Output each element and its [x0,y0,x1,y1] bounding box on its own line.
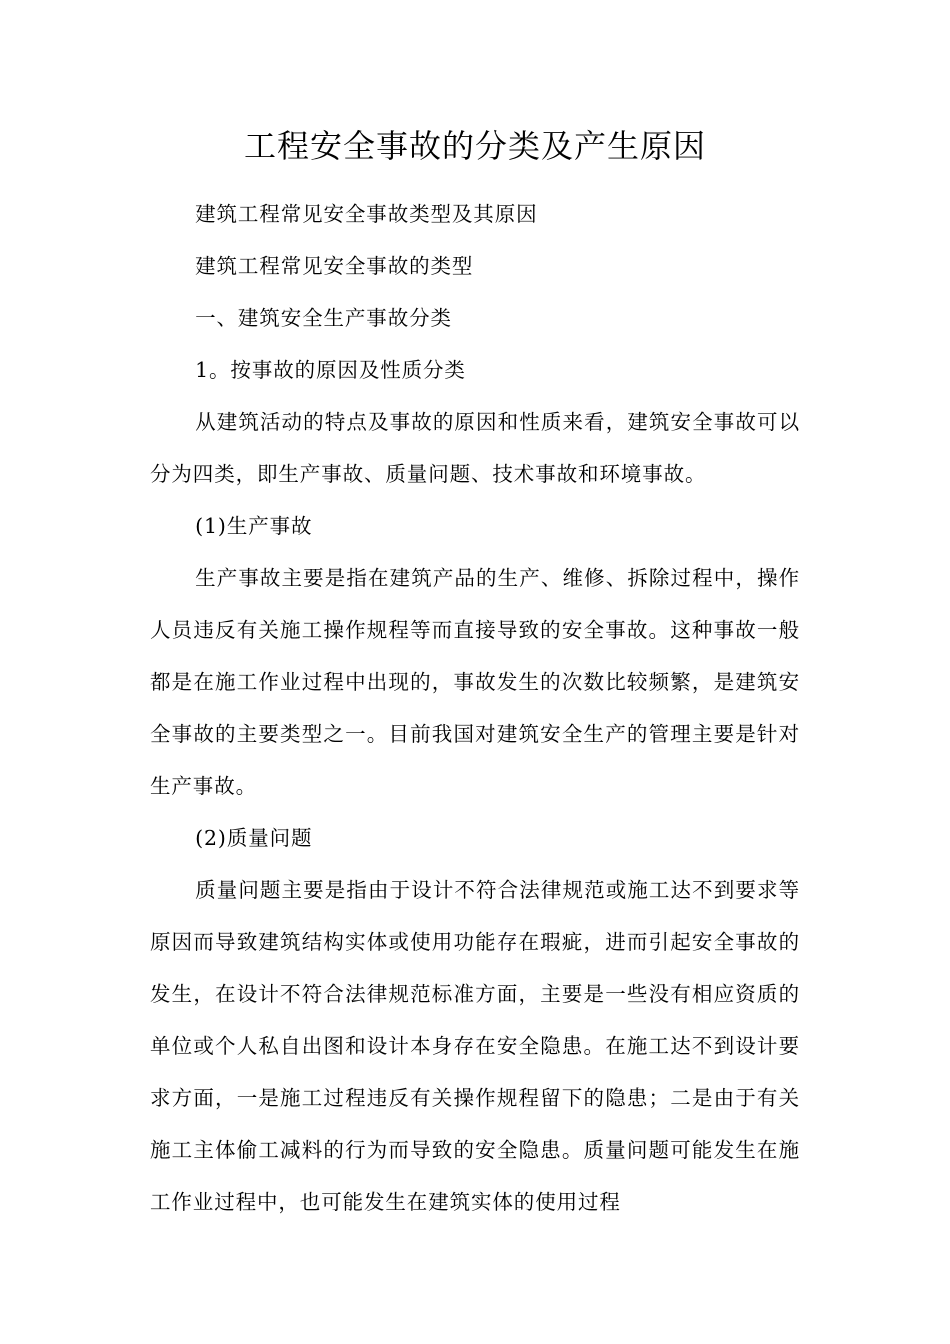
paragraph-overview: 从建筑活动的特点及事故的原因和性质来看，建筑安全事故可以分为四类，即生产事故、质量问题、技术事故和环境事故。 [150,410,800,486]
paragraph-quality: 质量问题主要是指由于设计不符合法律规范或施工达不到要求等原因而导致建筑结构实体或使用功能存在瑕疵，进而引起安全事故的发生，在设计不符合法律规范标准方面，主要是一些没有相应资质的单位或个人私自出图和设计本身存在安全隐患。在施工达不到设计要求方面，一是施工过程违反有关操作规程留下的隐患；二是由于有关施工主体偷工减料的行为而导致的安全隐患。质量问题可能发生在施工作业过程中，也可能发生在建筑实体的使用过程 [150,878,800,1214]
paragraph-heading-quality: (2)质量问题 [195,826,313,850]
paragraph-production: 生产事故主要是指在建筑产品的生产、维修、拆除过程中，操作人员违反有关施工操作规程等而直接导致的安全事故。这种事故一般都是在施工作业过程中出现的，事故发生的次数比较频繁，是建筑安全事故的主要类型之一。目前我国对建筑安全生产的管理主要是针对生产事故。 [150,566,800,798]
paragraph-subtitle: 建筑工程常见安全事故类型及其原因 [195,202,538,226]
paragraph-heading-1-1: 1。按事故的原因及性质分类 [195,358,466,382]
paragraph-heading-production: (1)生产事故 [195,514,313,538]
document-title: 工程安全事故的分类及产生原因 [243,127,706,165]
paragraph-heading-1: 一、建筑安全生产事故分类 [195,306,452,330]
document-body [150,188,800,1228]
paragraph-section-heading: 建筑工程常见安全事故的类型 [195,254,474,278]
